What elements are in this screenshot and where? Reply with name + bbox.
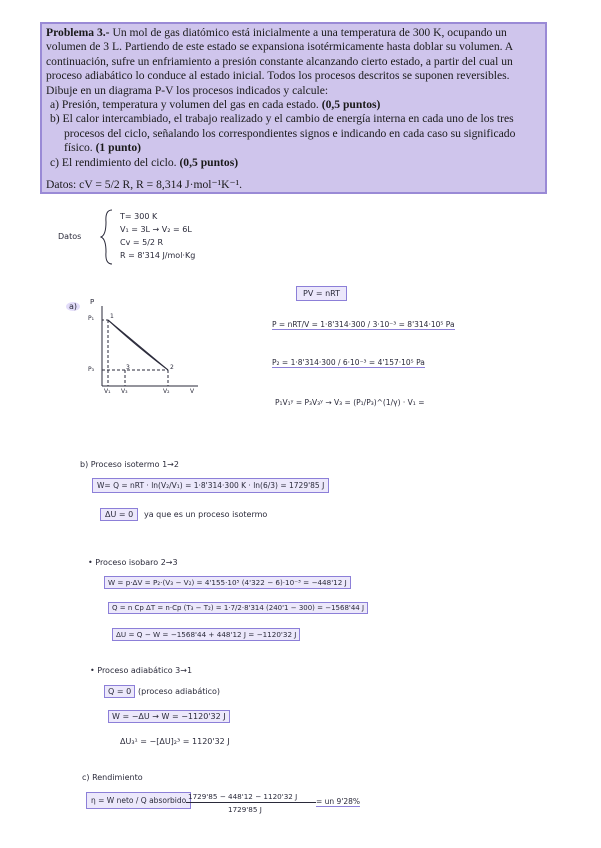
q23-equation: Q = n Cp ΔT = n·Cp (T₃ − T₂) = 1·7/2·8'314 (240'1 − 300) = −1568'44 J	[108, 602, 368, 614]
item-c: c) El rendimiento del ciclo. (0,5 puntos)	[50, 155, 239, 169]
q31-note: (proceso adiabático)	[138, 687, 220, 696]
brace-icon	[100, 208, 114, 266]
p1-equation: P = nRT/V = 1·8'314·300 / 3·10⁻³ = 8'314·10⁵ Pa	[272, 320, 455, 329]
section-b-label: b) Proceso isotermo 1→2	[80, 460, 179, 469]
q31-equation: Q = 0	[104, 685, 135, 698]
w12-equation: W= Q = nRT · ln(V₂/V₁) = 1·8'314·300 K · ln(6/3) = 1729'85 J	[92, 478, 329, 493]
pv-diagram	[80, 300, 210, 400]
graph-v-axis: V	[190, 388, 195, 395]
w31-equation: W = −ΔU → W = −1120'32 J	[108, 710, 230, 723]
du12-note: ya que es un proceso isotermo	[144, 510, 268, 519]
eta-numerator: 1729'85 − 448'12 − 1120'32 J	[188, 792, 298, 801]
graph-pt3: 3	[126, 364, 130, 371]
adiabatico-label: • Proceso adiabático 3→1	[90, 666, 193, 675]
du23-equation: ΔU = Q − W = −1568'44 + 448'12 J = −1120'32 J	[112, 628, 300, 641]
pv-formula: PV = nRT	[296, 286, 347, 301]
eta-definition: η = W neto / Q absorbido	[86, 792, 191, 809]
fraction-bar	[186, 802, 316, 803]
section-a-label: a)	[66, 302, 80, 311]
section-c-label: c) Rendimiento	[82, 773, 143, 782]
datos-line-1: T= 300 K	[120, 212, 158, 221]
graph-pt2: 2	[170, 364, 174, 371]
du12-equation: ΔU = 0	[100, 508, 138, 521]
item-b: b) El calor intercambiado, el trabajo realizado y el cambio de energía interna en cada uno de los tres procesos del ciclo, señalando los correspondientes signos e indicando en cada caso su significado físico. (1 punto)	[50, 112, 516, 155]
datos-line-4: R = 8'314 J/mol·Kg	[120, 251, 196, 260]
datos-line-3: Cv = 5/2 R	[120, 238, 164, 247]
problem-title: Problema 3.-	[46, 26, 110, 39]
v3-equation: P₁V₁ʸ = P₃V₃ʸ → V₃ = (P₁/P₃)^(1/γ) · V₁ =	[275, 398, 425, 407]
du31-equation: ΔU₃¹ = −[ΔU]₂³ = 1120'32 J	[120, 737, 230, 746]
graph-p-axis: P	[90, 298, 95, 306]
w23-equation: W = p·ΔV = P₂·(V₃ − V₂) = 4'155·10⁵ (4'322 − 6)·10⁻³ = −448'12 J	[104, 576, 351, 589]
item-a: a) Presión, temperatura y volumen del gas en cada estado. (0,5 puntos)	[50, 98, 381, 112]
graph-p1: P₁	[88, 315, 95, 322]
isobaro-label: • Proceso isobaro 2→3	[88, 558, 178, 567]
graph-v3: V₃	[121, 388, 128, 395]
datos-line-2: V₁ = 3L → V₂ = 6L	[120, 225, 192, 234]
datos-label: Datos	[58, 232, 82, 241]
problem-intro: Problema 3.- Un mol de gas diatómico está inicialmente a una temperatura de 300 K, ocupando un volumen de 3 L. Partiendo de este estado se expansiona isotérmicamente hasta doblar su volumen. A continuación, sufre un enfriamiento a presión constante alcanzando cierto estado, a partir del cual un proceso adiabático lo conduce al estado inicial. Todos los procesos descritos se suponen reversibles. Dibuje en un diagrama P-V los procesos indicados y calcule:	[46, 26, 513, 97]
p2-equation: P₂ = 1·8'314·300 / 6·10⁻³ = 4'157·10⁵ Pa	[272, 358, 425, 367]
graph-v1: V₁	[104, 388, 111, 395]
problem-statement	[40, 22, 547, 194]
graph-p3: P₃	[88, 366, 95, 373]
graph-v2: V₂	[163, 388, 170, 395]
eta-denominator: 1729'85 J	[228, 805, 262, 814]
eta-result: = un 9'28%	[316, 797, 361, 806]
datos-line: Datos: cV = 5/2 R, R = 8,314 J·mol⁻¹K⁻¹.	[46, 178, 242, 192]
graph-pt1: 1	[110, 313, 114, 320]
